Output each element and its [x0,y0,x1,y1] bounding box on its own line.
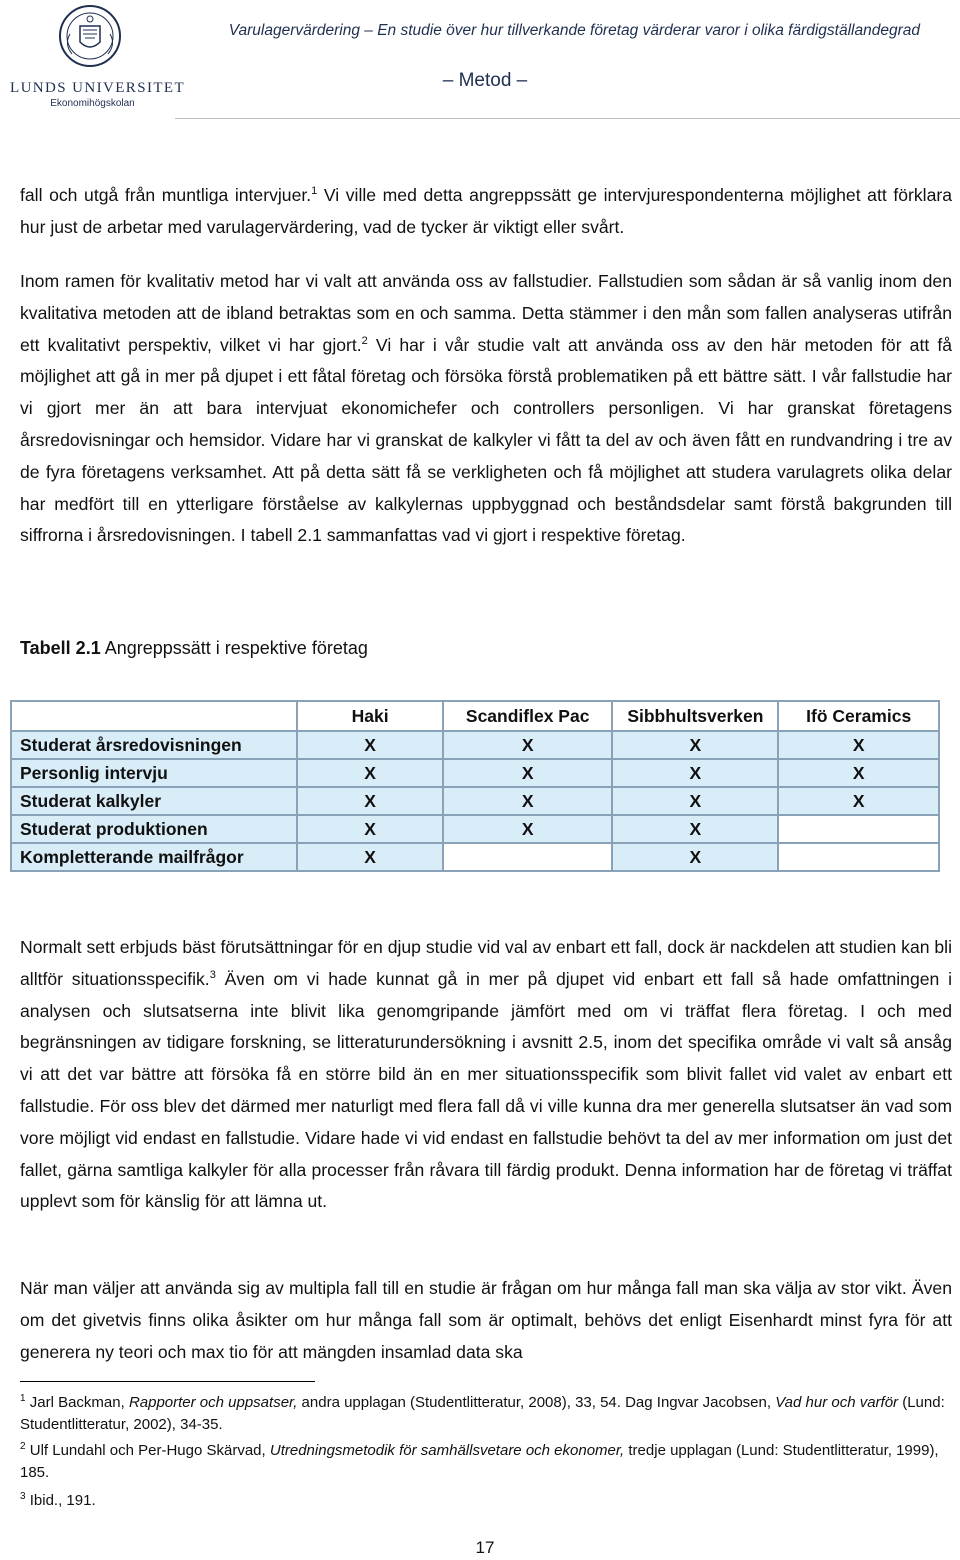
university-logo [6,4,186,109]
footnote-number: 3 [20,1491,26,1502]
footnote-text: tredje upplagan (Lund: Studentlitteratur, 1999), 185. [20,1442,939,1481]
table-cell: X [297,843,442,871]
table-cell: X [297,731,442,759]
row-label: Studerat kalkyler [11,787,297,815]
paragraph-2 [20,266,952,552]
table-cell: X [443,759,613,787]
table-cell: X [612,759,778,787]
row-label: Kompletterande mailfrågor [11,843,297,871]
footnote-text: andra upplagan (Studentlitteratur, 2008), 33, 54. Dag Ingvar Jacobsen, [297,1394,776,1411]
footnote-ref-1: 1 [311,185,318,198]
table-cell: X [612,731,778,759]
table-cell: X [778,759,939,787]
table-row [11,759,939,787]
paragraph-3 [20,932,952,1218]
footnote-rule [20,1381,315,1382]
footnote-1 [20,1392,950,1436]
table-corner-cell [11,701,297,731]
p1-text-a: fall och utgå från muntliga intervjuer. [20,185,312,205]
footnote-number: 1 [20,1393,26,1404]
table-row [11,843,939,871]
footnote-3 [20,1490,950,1512]
p2-text-a: Inom ramen för kvalitativ metod har vi valt att använda oss av fallstudier. Fallstudien som sådan är så vanlig inom den kvalitativa metoden att de ibland betraktas som en och samma. Detta stämmer i den mån som fallen analyseras utifrån ett kvalitativt perspektiv, vilket vi har gjort. [20,271,952,355]
paragraph-4: När man väljer att använda sig av multipla fall till en studie är frågan om hur många fall man ska välja av stor vikt. Även om det givetvis finns olika åsikter om hur många fall som är optimalt, behövs det enligt Eisenhardt minst fyra för att generera ny teori och max tio för att mängden insamlad data ska [20,1278,952,1362]
caption-label: Tabell 2.1 [20,638,101,658]
university-name: LUNDS UNIVERSITET [10,80,186,96]
table-cell: X [612,815,778,843]
page-number: 17 [475,1538,495,1557]
footnote-text: Ibid., 191. [25,1492,96,1509]
p1-text-b: Vi ville med detta angreppssätt ge intervjurespondenterna möjlighet att förklara hur just de arbetar med varulagervärdering, vad de tycker är viktigt eller svårt. [20,185,952,237]
column-header: Ifö Ceramics [778,701,939,731]
approach-table [10,700,940,872]
table-cell [443,843,613,871]
p3-text-b: Även om vi hade kunnat gå in mer på djupet vid enbart ett fall så hade omfattningen i analysen och slutsatserna inte blivit lika genomgripande jämfört med om vi träffat flera företag. I och med begränsningen av tidigare forskning, se litteraturundersökning i avsnitt 2.5, inom det specifika område vi valt så ansåg vi att det var bättre att försöka få en större bild än en mer situationsspecifik som blivit fallet vid valet av enbart ett fallstudie. För oss blev det därmed mer naturligt med flera fall då vi ville kunna dra mer generella slutsatser än vad som vore möjligt vid endast en fallstudie. Vidare hade vi vid endast en fallstudie behövt ta del av mer information om just det fallet, gärna samtliga kalkyler för alla processer från råvara till färdig produkt. Denna information har de företag vi träffat upplevt som för känslig för att lämna ut. [20,968,952,1212]
school-name: Ekonomihögskolan [50,98,135,109]
table-row [11,787,939,815]
column-header: Sibbhultsverken [612,701,778,731]
running-title: Varulagervärdering – En studie över hur tillverkande företag värderar varor i olika färdigställandegrad [228,22,920,39]
footnote-text: (Lund: Studentlitteratur, 2002), 34-35. [20,1394,945,1433]
table-cell: X [297,815,442,843]
university-seal-icon [52,4,128,68]
table-cell [778,843,939,871]
table-caption [20,638,368,659]
column-header: Haki [297,701,442,731]
footnote-text: Jarl Backman, [25,1394,129,1411]
footnote-title: Rapporter och uppsatser, [128,1394,298,1411]
p2-text-b: Vi har i vår studie valt att använda oss av den här metoden för att få möjlighet att gå in mer på djupet i ett fåtal företag och försöka förstå problematiken på ett bättre sätt. I vår fallstudie har vi gjort mer än att bara intervjuat ekonomichefer och controllers personligen. Vi har granskat företagens årsredovisningar och hemsidor. Vidare har vi granskat de kalkyler vi fått ta del av och även fått en rundvandring i tre av de fyra företagens verksamhet. Att på detta sätt få se verkligheten och få möjlighet att studera varulagrets olika delar har medfört till en ytterligare förståelse av kalkylernas uppbyggnad och beståndsdelar samt förstå bakgrunden till siffrorna i årsredovisningen. I tabell 2.1 sammanfattas vad vi gjort i respektive företag. [20,334,953,546]
footnote-text: Ulf Lundahl och Per-Hugo Skärvad, [25,1442,270,1459]
header-rule [175,118,960,119]
table-cell: X [612,843,778,871]
table-cell: X [443,815,613,843]
table-cell: X [297,759,442,787]
column-header: Scandiflex Pac [443,701,613,731]
chapter-title: – Metod – [442,70,528,91]
row-label: Studerat produktionen [11,815,297,843]
table-header-row [11,701,939,731]
p3-text-a: Normalt sett erbjuds bäst förutsättningar för en djup studie vid val av enbart ett fall, dock är nackdelen att studien kan bli alltför situationsspecifik. [20,937,953,989]
row-label: Personlig intervju [11,759,297,787]
table-row [11,815,939,843]
table-cell: X [297,787,442,815]
table-cell: X [443,787,613,815]
table-cell: X [612,787,778,815]
paragraph-1 [20,180,952,244]
footnote-title: Vad hur och varför [775,1394,899,1411]
row-label: Studerat årsredovisningen [11,731,297,759]
footnote-2 [20,1440,950,1484]
footnote-ref-3: 3 [209,968,216,981]
table-cell [778,815,939,843]
table-cell: X [778,787,939,815]
table-row [11,731,939,759]
table-cell: X [443,731,613,759]
caption-text: Angreppssätt i respektive företag [100,638,368,658]
footnote-number: 2 [20,1441,26,1452]
footnote-ref-2: 2 [361,334,368,347]
footnote-title: Utredningsmetodik för samhällsvetare och ekonomer, [269,1442,625,1459]
table-cell: X [778,731,939,759]
